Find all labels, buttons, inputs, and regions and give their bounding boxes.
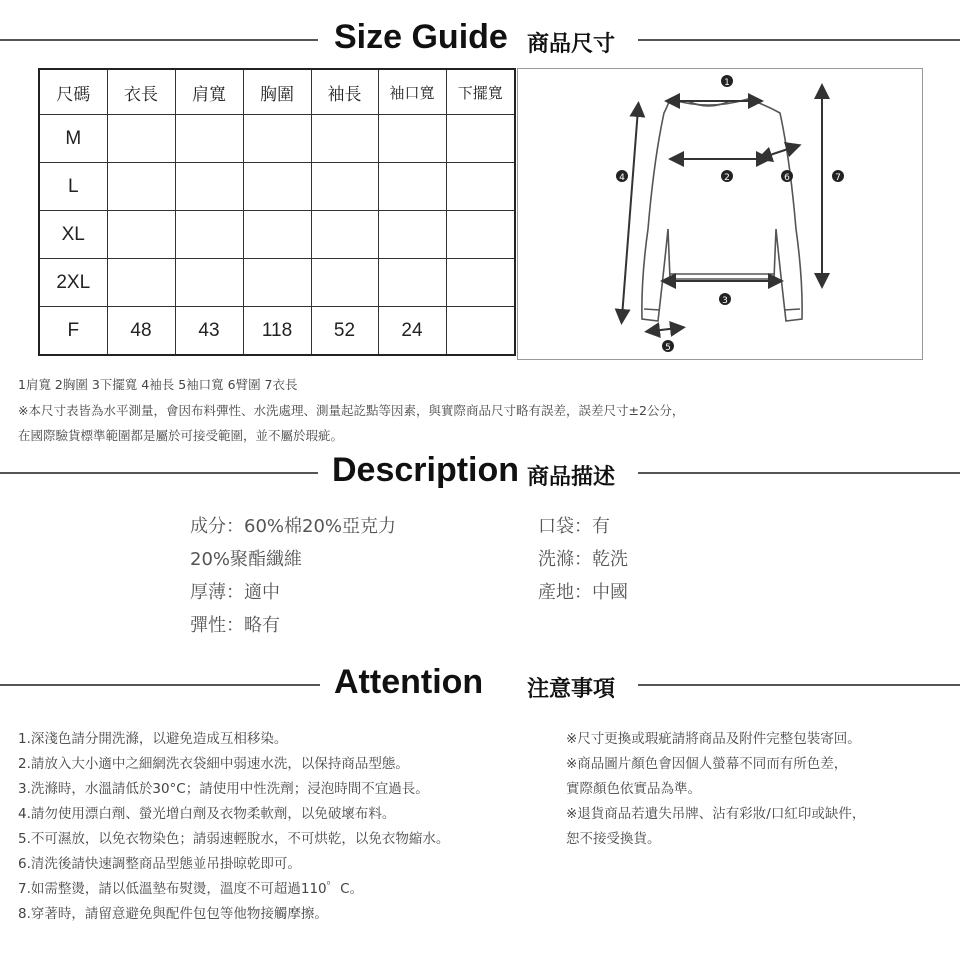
- table-cell: [107, 163, 175, 211]
- table-cell: [446, 259, 515, 307]
- table-cell: [378, 163, 446, 211]
- table-cell: [311, 115, 378, 163]
- column-header: 肩寬: [175, 69, 243, 115]
- divider: [638, 684, 960, 686]
- marker-3: [719, 293, 731, 306]
- marker-5: [662, 340, 674, 353]
- table-cell: [243, 163, 311, 211]
- table-cell: 118: [243, 307, 311, 356]
- attention-header: [0, 665, 960, 705]
- table-cell: 43: [175, 307, 243, 356]
- table-cell: [446, 163, 515, 211]
- table-row: [39, 259, 515, 307]
- composition-text-2: 20%聚酯纖維: [190, 549, 303, 570]
- return-policy-note: ※退貨商品若遺失吊牌、沾有彩妝/口紅印或缺件，: [566, 806, 866, 822]
- attention-title: Attention: [334, 663, 484, 701]
- measurement-legend: 1肩寬 2胸圍 3下擺寬 4袖長 5袖口寬 6臂圍 7衣長: [18, 377, 298, 392]
- table-cell: [243, 259, 311, 307]
- marker-7: [832, 170, 844, 183]
- description-title-zh: 商品描述: [527, 465, 616, 490]
- column-header: 下擺寬: [446, 69, 515, 115]
- pocket-text: 口袋：有: [538, 516, 610, 537]
- care-instruction: 4.請勿使用漂白劑、螢光增白劑及衣物柔軟劑，以免破壞布料。: [18, 806, 396, 822]
- return-policy-note: 恕不接受換貨。: [566, 831, 661, 847]
- marker-2: [721, 170, 733, 183]
- size-guide-title: Size Guide: [334, 18, 508, 56]
- origin-text: 產地：中國: [538, 582, 628, 603]
- table-cell: [446, 211, 515, 259]
- table-cell: [175, 163, 243, 211]
- size-guide-header: [0, 20, 960, 60]
- table-row: [39, 115, 515, 163]
- table-cell: [175, 211, 243, 259]
- svg-text:5: 5: [665, 343, 671, 353]
- return-policy-note: ※尺寸更換或瑕疵請將商品及附件完整包裝寄回。: [566, 731, 861, 747]
- care-instruction: 8.穿著時，請留意避免與配件包包等他物接觸摩擦。: [18, 906, 328, 922]
- column-header: 衣長: [107, 69, 175, 115]
- svg-text:2: 2: [724, 173, 730, 183]
- table-cell: [311, 163, 378, 211]
- return-policy-note: ※商品圖片顏色會因個人螢幕不同而有所色差，: [566, 756, 848, 772]
- column-header: 胸圍: [243, 69, 311, 115]
- care-instruction: 5.不可濕放，以免衣物染色；請弱速輕脫水，不可烘乾，以免衣物縮水。: [18, 831, 450, 847]
- size-cell: 2XL: [39, 259, 107, 307]
- care-instruction: 7.如需整燙，請以低溫墊布熨燙，溫度不可超過110゜C。: [18, 881, 364, 897]
- column-header: 袖口寬: [378, 69, 446, 115]
- svg-text:1: 1: [724, 78, 730, 88]
- size-table: [38, 68, 516, 356]
- table-cell: 52: [311, 307, 378, 356]
- table-cell: [446, 115, 515, 163]
- column-header: 尺碼: [39, 69, 107, 115]
- table-row: [39, 307, 515, 356]
- measurement-note: 在國際驗貨標準範圍都是屬於可接受範圍，並不屬於瑕疵。: [18, 428, 344, 443]
- sweater-illustration: [518, 69, 922, 359]
- table-header-row: [39, 69, 515, 115]
- table-cell: 48: [107, 307, 175, 356]
- table-row: [39, 211, 515, 259]
- marker-4: [616, 170, 628, 183]
- table-cell: 24: [378, 307, 446, 356]
- table-cell: [378, 259, 446, 307]
- table-row: [39, 163, 515, 211]
- care-instruction: 1.深淺色請分開洗滌，以避免造成互相移染。: [18, 731, 288, 747]
- table-cell: [378, 211, 446, 259]
- garment-diagram: [517, 68, 923, 360]
- description-title: Description: [332, 451, 520, 489]
- thickness-text: 厚薄：適中: [190, 582, 280, 603]
- measurement-note: ※本尺寸表皆為水平測量，會因布料彈性、水洗處理、測量起訖點等因素，與實際商品尺寸略有誤差，誤差尺寸±2公分，: [18, 403, 685, 418]
- size-guide-title-zh: 商品尺寸: [527, 32, 616, 57]
- table-cell: [107, 115, 175, 163]
- svg-text:3: 3: [722, 296, 728, 306]
- composition-text: 成分：60%棉20%亞克力: [190, 516, 397, 537]
- washing-text: 洗滌：乾洗: [538, 549, 628, 570]
- divider: [638, 472, 960, 474]
- column-header: 袖長: [311, 69, 378, 115]
- table-cell: [446, 307, 515, 356]
- table-cell: [107, 259, 175, 307]
- divider: [638, 39, 960, 41]
- return-policy-note: 實際顏色依實品為準。: [566, 781, 701, 797]
- table-cell: [311, 259, 378, 307]
- divider: [0, 684, 320, 686]
- table-cell: [107, 211, 175, 259]
- table-cell: [175, 259, 243, 307]
- table-cell: [243, 211, 311, 259]
- sweater-outline: [642, 99, 802, 321]
- svg-text:4: 4: [619, 173, 625, 183]
- svg-text:7: 7: [835, 173, 841, 183]
- marker-1: [721, 75, 733, 88]
- description-header: [0, 453, 960, 493]
- care-instruction: 3.洗滌時，水溫請低於30°C；請使用中性洗劑；浸泡時間不宜過長。: [18, 781, 429, 797]
- svg-text:6: 6: [784, 173, 790, 183]
- attention-title-zh: 注意事項: [527, 677, 616, 702]
- divider: [0, 39, 318, 41]
- divider: [0, 472, 318, 474]
- size-cell: M: [39, 115, 107, 163]
- care-instruction: 6.清洗後請快速調整商品型態並吊掛晾乾即可。: [18, 856, 301, 872]
- table-cell: [175, 115, 243, 163]
- size-cell: L: [39, 163, 107, 211]
- care-instruction: 2.請放入大小適中之細網洗衣袋細中弱速水洗，以保持商品型態。: [18, 756, 409, 772]
- size-cell: XL: [39, 211, 107, 259]
- table-cell: [243, 115, 311, 163]
- elasticity-text: 彈性：略有: [190, 615, 280, 636]
- table-cell: [311, 211, 378, 259]
- size-cell: F: [39, 307, 107, 356]
- table-cell: [378, 115, 446, 163]
